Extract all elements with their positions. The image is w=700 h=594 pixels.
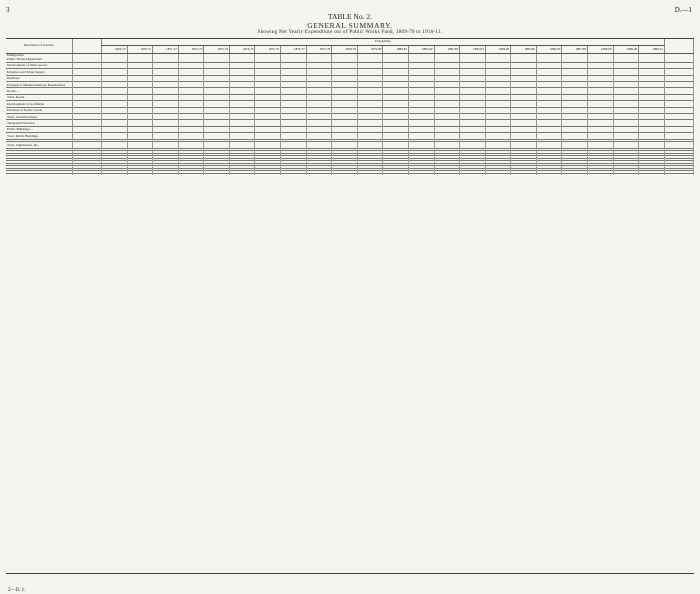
row-total-right <box>665 173 694 175</box>
header-year: 1877-78 <box>306 46 332 54</box>
row-label: Immigration <box>6 54 73 58</box>
header-year: 1876-77 <box>281 46 307 54</box>
cell <box>562 173 588 175</box>
cell <box>204 173 230 175</box>
cell <box>485 173 511 175</box>
header-year: 1873-74 <box>204 46 230 54</box>
cell <box>255 173 281 175</box>
header-year: 1878-79 <box>332 46 358 54</box>
header-year: 1871-72 <box>153 46 179 54</box>
header-year: 1872-73 <box>178 46 204 54</box>
table-row <box>6 173 694 175</box>
header-year: 1890-91 <box>639 46 665 54</box>
header-year: 1889-90 <box>613 46 639 54</box>
header-expenditure: Expenditure <box>102 39 665 46</box>
row-label <box>6 173 73 175</box>
cell <box>460 173 486 175</box>
table-subtitle: Showing Net Yearly Expenditure out of Public Works Fund, 1869-70 to 1910-11. <box>257 30 443 35</box>
row-label: Development of Goldfields <box>6 101 73 107</box>
header-year: 1880-81 <box>383 46 409 54</box>
header-year: 1874-75 <box>229 46 255 54</box>
header-year: 1886-87 <box>536 46 562 54</box>
table-number: TABLE No. 2. <box>328 12 372 21</box>
page-number: 3 <box>6 6 10 14</box>
header-year: 1869-70 <box>102 46 128 54</box>
cell <box>383 173 409 175</box>
header-year: 1875-76 <box>255 46 281 54</box>
cell <box>434 173 460 175</box>
row-label: Public Buildings— <box>6 126 73 132</box>
row-label: Total, Land Purchases <box>6 114 73 120</box>
row-label: Public Works Department <box>6 58 73 62</box>
header-year: 1887-88 <box>562 46 588 54</box>
cell <box>613 173 639 175</box>
cell <box>511 173 537 175</box>
header-year: 1888-89 <box>587 46 613 54</box>
summary-table-wrapper <box>6 38 694 574</box>
cell <box>408 173 434 175</box>
document-reference: D.—1 <box>674 6 692 14</box>
row-label: Telegraph Extension <box>6 120 73 126</box>
cell <box>229 173 255 175</box>
row-label: Roads— <box>6 88 73 94</box>
cell <box>178 173 204 175</box>
row-label: Purchase of Native Lands <box>6 107 73 113</box>
cell <box>357 173 383 175</box>
row-label: Payment to Midland Railway Bondholders <box>6 82 73 88</box>
row-label: Total, Roads <box>6 94 73 100</box>
cell <box>153 173 179 175</box>
row-total <box>73 173 102 175</box>
table-title: GENERAL SUMMARY. <box>307 21 393 30</box>
row-label: Total, Public Buildings <box>6 133 73 139</box>
header-year: 1885-86 <box>511 46 537 54</box>
cell <box>587 173 613 175</box>
summary-table <box>6 39 694 175</box>
row-label: Irrigation and Water-Supply <box>6 69 73 75</box>
header-year: 1870-71 <box>127 46 153 54</box>
cell <box>536 173 562 175</box>
header-year: 1884-85 <box>485 46 511 54</box>
footer-reference: 2—D. 1. <box>8 588 26 593</box>
header-total <box>73 39 102 54</box>
header-year: 1881-82 <box>408 46 434 54</box>
cell <box>127 173 153 175</box>
header-description: Description of Services. <box>6 39 73 54</box>
header-year: 1879-80 <box>357 46 383 54</box>
header-year: 1882-83 <box>434 46 460 54</box>
row-label: Total, Lighthouses, &c. <box>6 142 73 148</box>
row-label: Railways <box>6 75 73 81</box>
cell <box>639 173 665 175</box>
header-year: 1883-84 <box>460 46 486 54</box>
cell <box>102 173 128 175</box>
row-label: Development of Water-power <box>6 62 73 68</box>
cell <box>281 173 307 175</box>
cell <box>332 173 358 175</box>
header-total-right <box>665 39 694 54</box>
cell <box>306 173 332 175</box>
